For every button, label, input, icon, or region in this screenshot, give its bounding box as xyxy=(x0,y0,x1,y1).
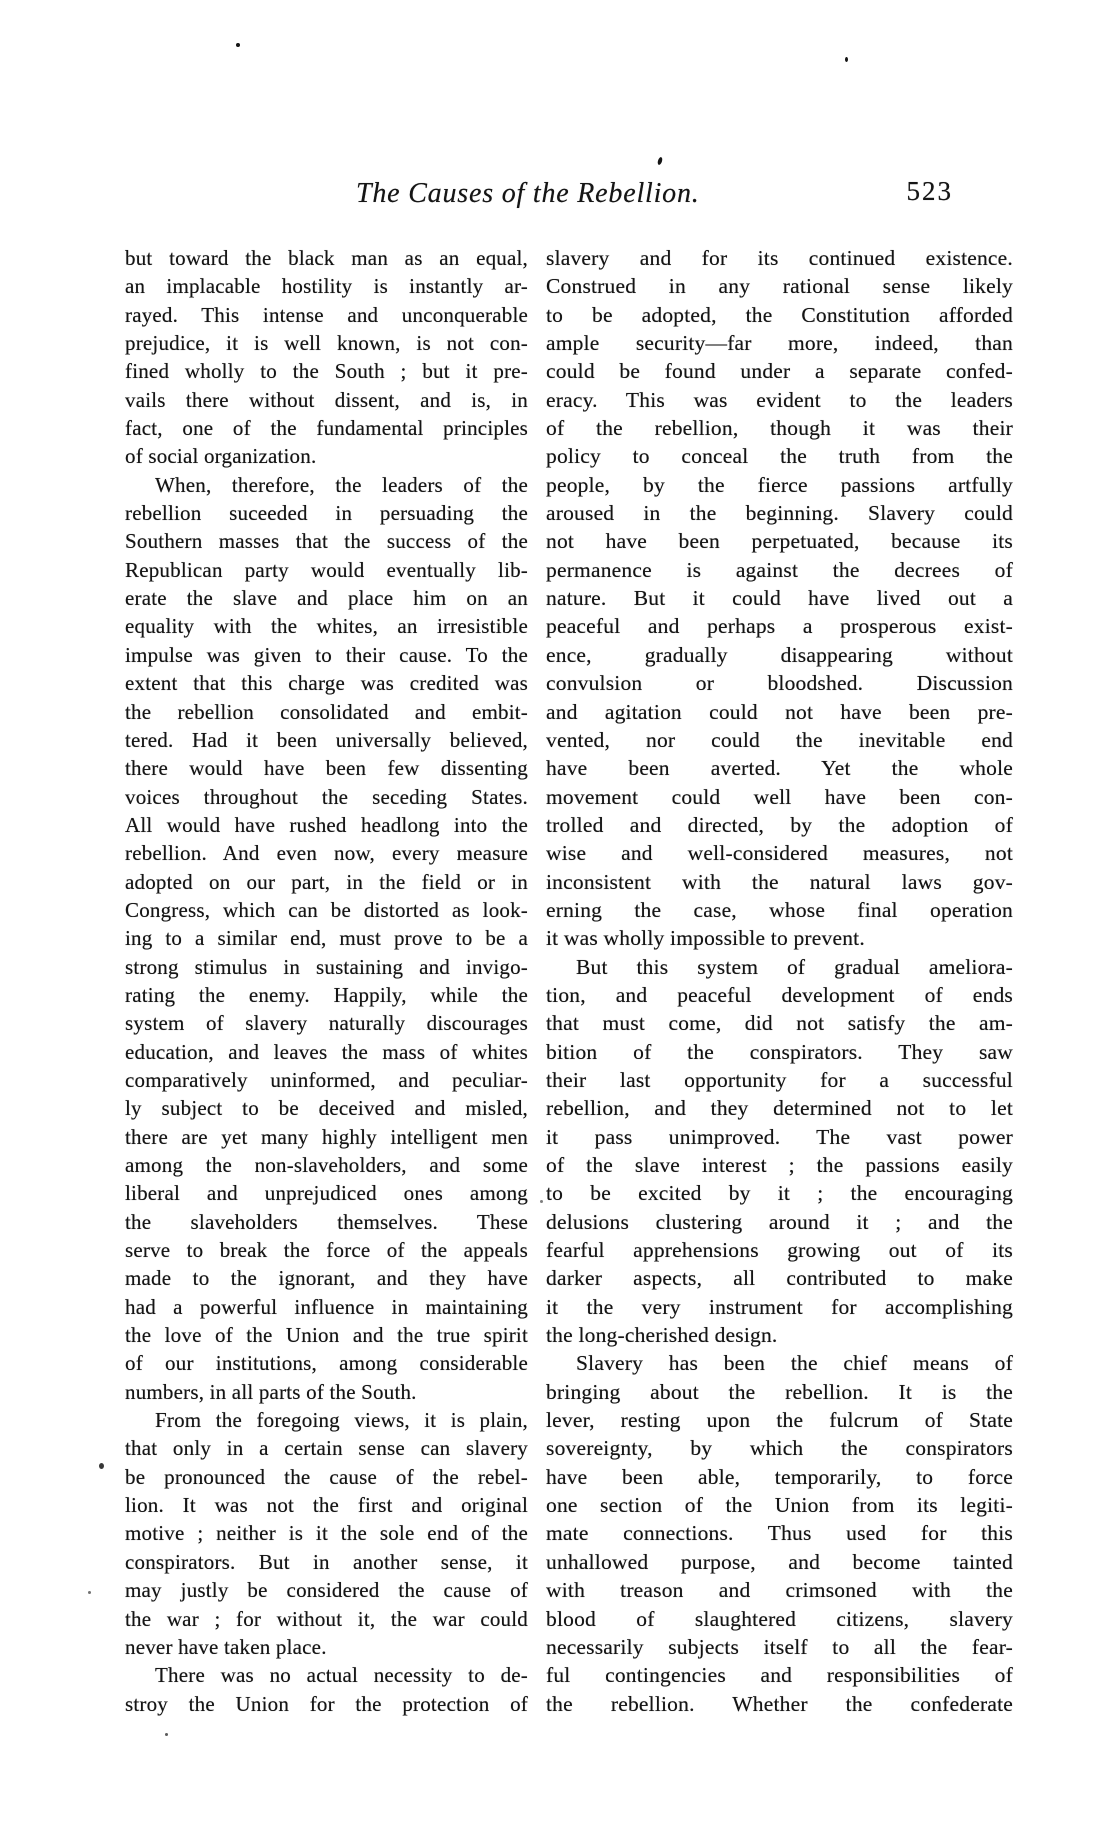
text-line: erning the case, whose final operation xyxy=(546,897,1013,922)
text-line: have been able, temporarily, to force xyxy=(546,1464,1013,1489)
text-line: rebellion suceeded in persuading the xyxy=(125,501,528,526)
text-line: the war ; for without it, the war could xyxy=(125,1606,528,1631)
paragraph xyxy=(125,1406,528,1661)
scan-speck xyxy=(657,157,663,166)
text-line: unhallowed purpose, and become tainted xyxy=(546,1549,1013,1574)
text-line: necessarily subjects itself to all the fear- xyxy=(546,1634,1013,1659)
scan-speck xyxy=(99,1463,104,1469)
text-line: Construed in any rational sense likely xyxy=(546,274,1013,299)
text-line: rayed. This intense and unconquerable xyxy=(125,302,528,327)
text-line: Slavery has been the chief means of xyxy=(576,1351,1013,1376)
text-line: there are yet many highly intelligent men xyxy=(125,1124,528,1149)
text-line: wise and well-considered measures, not xyxy=(546,841,1013,866)
text-line: equality with the whites, an irresistible xyxy=(125,614,528,639)
text-line: lion. It was not the first and original xyxy=(125,1493,528,1518)
text-line: could be found under a separate confed- xyxy=(546,359,1013,384)
text-line: may justly be considered the cause of xyxy=(125,1578,528,1603)
text-line: it pass unimproved. The vast power xyxy=(546,1124,1013,1149)
text-line: delusions clustering around it ; and the xyxy=(546,1209,1013,1234)
text-line: darker aspects, all contributed to make xyxy=(546,1266,1013,1291)
paragraph xyxy=(546,1349,1013,1717)
text-line: to be excited by it ; the encouraging xyxy=(546,1181,1013,1206)
text-line: of social organization. xyxy=(125,444,317,469)
text-line: stroy the Union for the protection of xyxy=(125,1691,528,1716)
text-line: Congress, which can be distorted as look- xyxy=(125,897,528,922)
text-line: conspirators. But in another sense, it xyxy=(125,1549,528,1574)
text-line: rebellion. And even now, every measure xyxy=(125,841,528,866)
paragraph xyxy=(546,953,1013,1350)
text-line: of the rebellion, though it was their xyxy=(546,416,1013,441)
text-line: fact, one of the fundamental principles xyxy=(125,416,528,441)
text-line: vented, nor could the inevitable end xyxy=(546,727,1013,752)
text-line: never have taken place. xyxy=(125,1634,327,1659)
page-header-title: The Causes of the Rebellion. xyxy=(356,178,700,209)
text-line: system of slavery naturally discourages xyxy=(125,1011,528,1036)
text-line: the long-cherished design. xyxy=(546,1323,778,1348)
text-line: voices throughout the seceding States. xyxy=(125,784,528,809)
text-line: policy to conceal the truth from the xyxy=(546,444,1013,469)
text-line: vails there without dissent, and is, in xyxy=(125,387,528,412)
text-line: strong stimulus in sustaining and invigo- xyxy=(125,954,528,979)
text-line: comparatively uninformed, and peculiar- xyxy=(125,1067,528,1092)
text-line: there would have been few dissenting xyxy=(125,756,528,781)
text-line: ly subject to be deceived and misled, xyxy=(125,1096,528,1121)
text-line: ful contingencies and responsibilities of xyxy=(546,1663,1013,1688)
text-line: adopted on our part, in the field or in xyxy=(125,869,528,894)
text-line: impulse was given to their cause. To the xyxy=(125,642,528,667)
text-line: eracy. This was evident to the leaders xyxy=(546,387,1013,412)
scan-speck xyxy=(165,1733,168,1736)
text-line: There was no actual necessity to de- xyxy=(155,1663,528,1688)
paragraph xyxy=(125,471,528,1406)
text-line: the rebellion. Whether the confederate xyxy=(546,1691,1013,1716)
text-line: From the foregoing views, it is plain, xyxy=(155,1408,528,1433)
text-line: the rebellion consolidated and embit- xyxy=(125,699,528,724)
text-line: it was wholly impossible to prevent. xyxy=(546,926,865,951)
text-line: education, and leaves the mass of whites xyxy=(125,1039,528,1064)
text-line: be pronounced the cause of the rebel- xyxy=(125,1464,528,1489)
text-line: movement could well have been con- xyxy=(546,784,1013,809)
text-line: serve to break the force of the appeals xyxy=(125,1238,528,1263)
text-line: had a powerful influence in maintaining xyxy=(125,1294,528,1319)
text-line: that must come, did not satisfy the am- xyxy=(546,1011,1013,1036)
text-line: Republican party would eventually lib- xyxy=(125,557,528,582)
text-line: it the very instrument for accomplishing xyxy=(546,1294,1013,1319)
text-line: erate the slave and place him on an xyxy=(125,586,528,611)
text-line: But this system of gradual ameliora- xyxy=(576,954,1013,979)
text-line: have been averted. Yet the whole xyxy=(546,756,1013,781)
text-line: bringing about the rebellion. It is the xyxy=(546,1379,1013,1404)
text-line: tered. Had it been universally believed, xyxy=(125,727,528,752)
text-line: their last opportunity for a successful xyxy=(546,1067,1013,1092)
text-line: ample security—far more, indeed, than xyxy=(546,331,1013,356)
text-line: of the slave interest ; the passions easily xyxy=(546,1153,1013,1177)
text-line: lever, resting upon the fulcrum of State xyxy=(546,1408,1013,1433)
paragraph xyxy=(546,244,1013,953)
text-line: and agitation could not have been pre- xyxy=(546,699,1013,724)
text-line: one section of the Union from its legiti- xyxy=(546,1493,1013,1518)
text-line: with treason and crimsoned with the xyxy=(546,1578,1013,1603)
text-line: the slaveholders themselves. These xyxy=(125,1209,528,1234)
paragraph xyxy=(125,1661,528,1718)
text-line: but toward the black man as an equal, xyxy=(125,246,528,270)
text-line: peaceful and perhaps a prosperous exist- xyxy=(546,614,1013,639)
page-number: 523 xyxy=(906,176,953,206)
text-line: trolled and directed, by the adoption of xyxy=(546,812,1013,837)
text-columns xyxy=(125,244,1013,1718)
text-line: prejudice, it is well known, is not con- xyxy=(125,331,528,356)
text-line: fined wholly to the South ; but it pre- xyxy=(125,359,528,384)
text-line: to be adopted, the Constitution afforded xyxy=(546,302,1013,327)
text-line: blood of slaughtered citizens, slavery xyxy=(546,1606,1013,1631)
text-line: Southern masses that the success of the xyxy=(125,529,528,554)
text-line: made to the ignorant, and they have xyxy=(125,1266,528,1291)
text-line: that only in a certain sense can slavery xyxy=(125,1436,528,1461)
right-column xyxy=(546,244,1013,1718)
text-line: numbers, in all parts of the South. xyxy=(125,1379,417,1404)
scan-speck xyxy=(88,1591,91,1594)
text-line: slavery and for its continued existence. xyxy=(546,246,1013,270)
text-line: rating the enemy. Happily, while the xyxy=(125,982,528,1007)
text-line: All would have rushed headlong into the xyxy=(125,812,528,837)
text-line: tion, and peaceful development of ends xyxy=(546,982,1013,1007)
text-line: convulsion or bloodshed. Discussion xyxy=(546,671,1013,696)
text-line: of our institutions, among considerable xyxy=(125,1351,528,1376)
text-line: aroused in the beginning. Slavery could xyxy=(546,501,1013,526)
text-line: nature. But it could have lived out a xyxy=(546,586,1013,611)
text-line: ing to a similar end, must prove to be a xyxy=(125,926,528,951)
scan-speck xyxy=(236,43,240,47)
text-line: extent that this charge was credited was xyxy=(125,671,528,696)
scan-speck xyxy=(540,1200,543,1203)
text-line: When, therefore, the leaders of the xyxy=(155,472,528,497)
paragraph xyxy=(125,244,528,471)
text-line: rebellion, and they determined not to let xyxy=(546,1096,1013,1121)
left-column xyxy=(125,244,528,1718)
text-line: motive ; neither is it the sole end of the xyxy=(125,1521,528,1546)
text-line: people, by the fierce passions artfully xyxy=(546,472,1013,497)
text-line: sovereignty, by which the conspirators xyxy=(546,1436,1013,1461)
text-line: the love of the Union and the true spirit xyxy=(125,1323,528,1348)
text-line: among the non-slaveholders, and some xyxy=(125,1153,528,1177)
text-line: not have been perpetuated, because its xyxy=(546,529,1013,554)
text-line: mate connections. Thus used for this xyxy=(546,1521,1013,1546)
text-line: fearful apprehensions growing out of its xyxy=(546,1238,1013,1263)
text-line: bition of the conspirators. They saw xyxy=(546,1039,1013,1064)
text-line: ence, gradually disappearing without xyxy=(546,642,1013,667)
text-line: permanence is against the decrees of xyxy=(546,557,1013,582)
scan-speck xyxy=(845,57,848,62)
text-line: an implacable hostility is instantly ar- xyxy=(125,274,528,299)
text-line: inconsistent with the natural laws gov- xyxy=(546,869,1013,894)
text-line: liberal and unprejudiced ones among xyxy=(125,1181,528,1206)
